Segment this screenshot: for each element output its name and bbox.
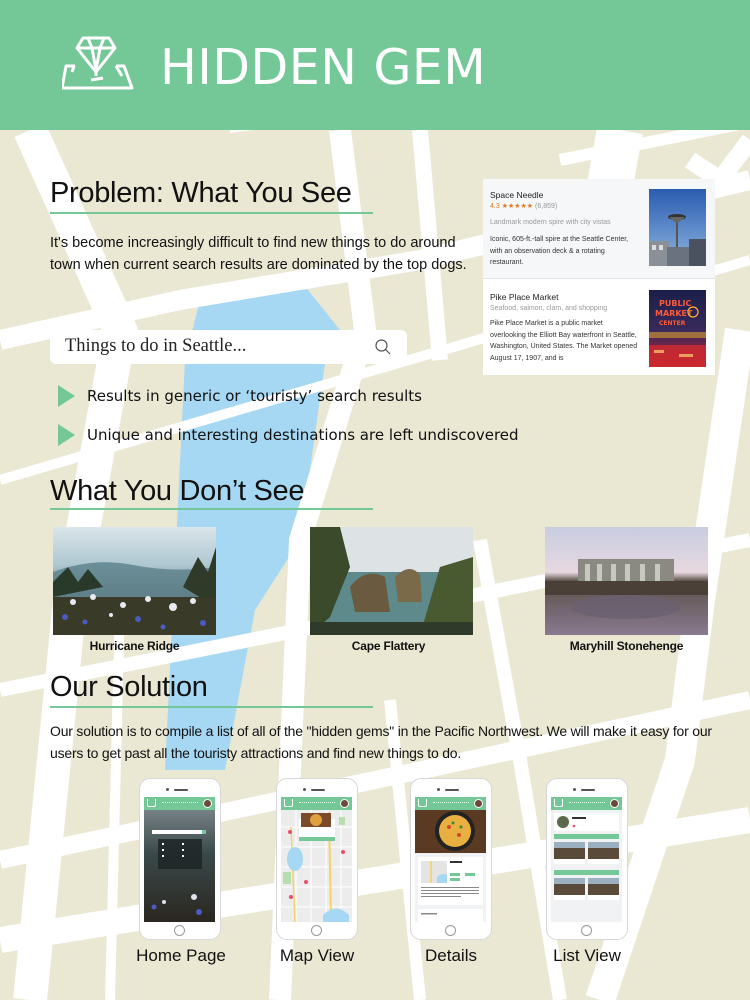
phone-camera — [573, 788, 576, 791]
svg-text:PUBLIC: PUBLIC — [659, 299, 692, 308]
phone-speaker — [445, 789, 459, 791]
bullet-text: Unique and interesting destinations are left undiscovered — [87, 426, 519, 444]
caption-maryhill-stonehenge: Maryhill Stonehenge — [569, 639, 684, 653]
phone-mockup-list-view — [546, 778, 628, 940]
app-logo-icon — [147, 799, 156, 807]
bullet-item-generic-results — [58, 385, 422, 407]
map-view-screenshot — [281, 797, 352, 922]
brand-title: HIDDEN GEM — [160, 39, 487, 96]
svg-text:CENTER: CENTER — [659, 320, 686, 327]
result-subtitle: Landmark modern spire with city vistas — [490, 219, 611, 226]
phone-home-button — [174, 925, 185, 936]
phone-mockup-map-view — [276, 778, 358, 940]
bullet-item-undiscovered — [58, 424, 519, 446]
phone-mockup-details — [410, 778, 492, 940]
avatar — [203, 799, 212, 808]
star-rating-icon: ★★★★★ — [501, 203, 534, 210]
solution-heading-rule — [50, 706, 373, 708]
rating-value: 4.3 — [490, 203, 500, 210]
phone-home-button — [311, 925, 322, 936]
app-logo-icon — [554, 799, 563, 807]
solution-paragraph: Our solution is to compile a list of all of the "hidden gems" in the Pacific Northwest. We will make it easy for our users to get past all the touristy attractions and find new things to do. — [50, 723, 712, 761]
maryhill-stonehenge-photo — [545, 527, 708, 635]
search-result-pike-place-market[interactable] — [483, 280, 715, 375]
phone-camera — [166, 788, 169, 791]
search-icon[interactable] — [374, 338, 392, 356]
phone-camera — [437, 788, 440, 791]
dont-see-heading: What You Don’t See — [50, 475, 305, 507]
app-nav-bar — [415, 797, 486, 810]
app-nav-bar — [551, 797, 622, 810]
search-results-card — [483, 179, 715, 375]
phone-speaker — [311, 789, 325, 791]
solution-heading: Our Solution — [50, 671, 208, 703]
result-title: Space Needle — [490, 190, 544, 200]
home-page-screen — [144, 797, 215, 922]
phone-home-button — [445, 925, 456, 936]
avatar — [474, 799, 483, 808]
dont-see-heading-rule — [50, 508, 373, 510]
result-description: Pike Place Market is a public market overlooking the Elliott Bay waterfront in Seattle, Washington, United States. The Market opened August 17, 1907, and is — [490, 320, 638, 362]
label-details: Details — [425, 946, 477, 965]
problem-heading: Problem: What You See — [50, 177, 352, 209]
cape-flattery-photo — [310, 527, 473, 635]
label-map-view: Map View — [279, 946, 355, 965]
problem-paragraph: It's become increasingly difficult to find new things to do around town when current search results are dominated by the top dogs. — [50, 235, 467, 273]
app-nav-links — [569, 802, 605, 804]
app-nav-bar — [281, 797, 352, 810]
avatar — [340, 799, 349, 808]
phone-speaker — [581, 789, 595, 791]
caption-cape-flattery: Cape Flattery — [351, 639, 426, 653]
list-view-screenshot — [551, 797, 622, 922]
phone-mockup-home-page — [139, 778, 221, 940]
space-needle-photo — [649, 189, 706, 266]
phone-home-button — [581, 925, 592, 936]
triangle-bullet-icon — [58, 385, 75, 407]
review-count: (6,859) — [535, 203, 558, 210]
map-view-screen — [281, 797, 352, 922]
bullet-text: Results in generic or ‘touristy’ search results — [87, 387, 422, 405]
hurricane-ridge-photo — [53, 527, 216, 635]
list-view-screen — [551, 797, 622, 922]
app-nav-bar — [144, 797, 215, 810]
triangle-bullet-icon — [58, 424, 75, 446]
label-list-view: List View — [553, 946, 621, 965]
app-logo-icon — [418, 799, 427, 807]
home-page-screenshot — [144, 797, 215, 922]
diamond-map-pin-icon — [62, 36, 134, 92]
result-rating — [490, 202, 557, 210]
details-screenshot — [415, 797, 486, 922]
search-input-value: Things to do in Seattle... — [65, 336, 247, 356]
app-logo-icon — [284, 799, 293, 807]
avatar — [610, 799, 619, 808]
app-nav-links — [162, 802, 198, 804]
phone-speaker — [174, 789, 188, 791]
app-nav-links — [433, 802, 469, 804]
app-nav-links — [299, 802, 335, 804]
result-subtitle: Seafood, salmon, clam, and shopping — [490, 305, 608, 312]
result-description: Iconic, 605-ft.-tall spire at the Seattle Center, with an observation deck & a rotating restaurant. — [490, 236, 629, 266]
details-screen — [415, 797, 486, 922]
phone-camera — [303, 788, 306, 791]
pike-place-market-photo — [649, 290, 706, 367]
svg-text:MARKET: MARKET — [655, 309, 693, 318]
header-banner — [0, 0, 750, 130]
caption-hurricane-ridge: Hurricane Ridge — [89, 639, 180, 653]
label-home-page: Home Page — [136, 946, 226, 965]
problem-heading-rule — [50, 212, 373, 214]
search-result-space-needle[interactable] — [483, 179, 715, 279]
search-input[interactable] — [50, 330, 407, 364]
result-title: Pike Place Market — [490, 292, 559, 302]
